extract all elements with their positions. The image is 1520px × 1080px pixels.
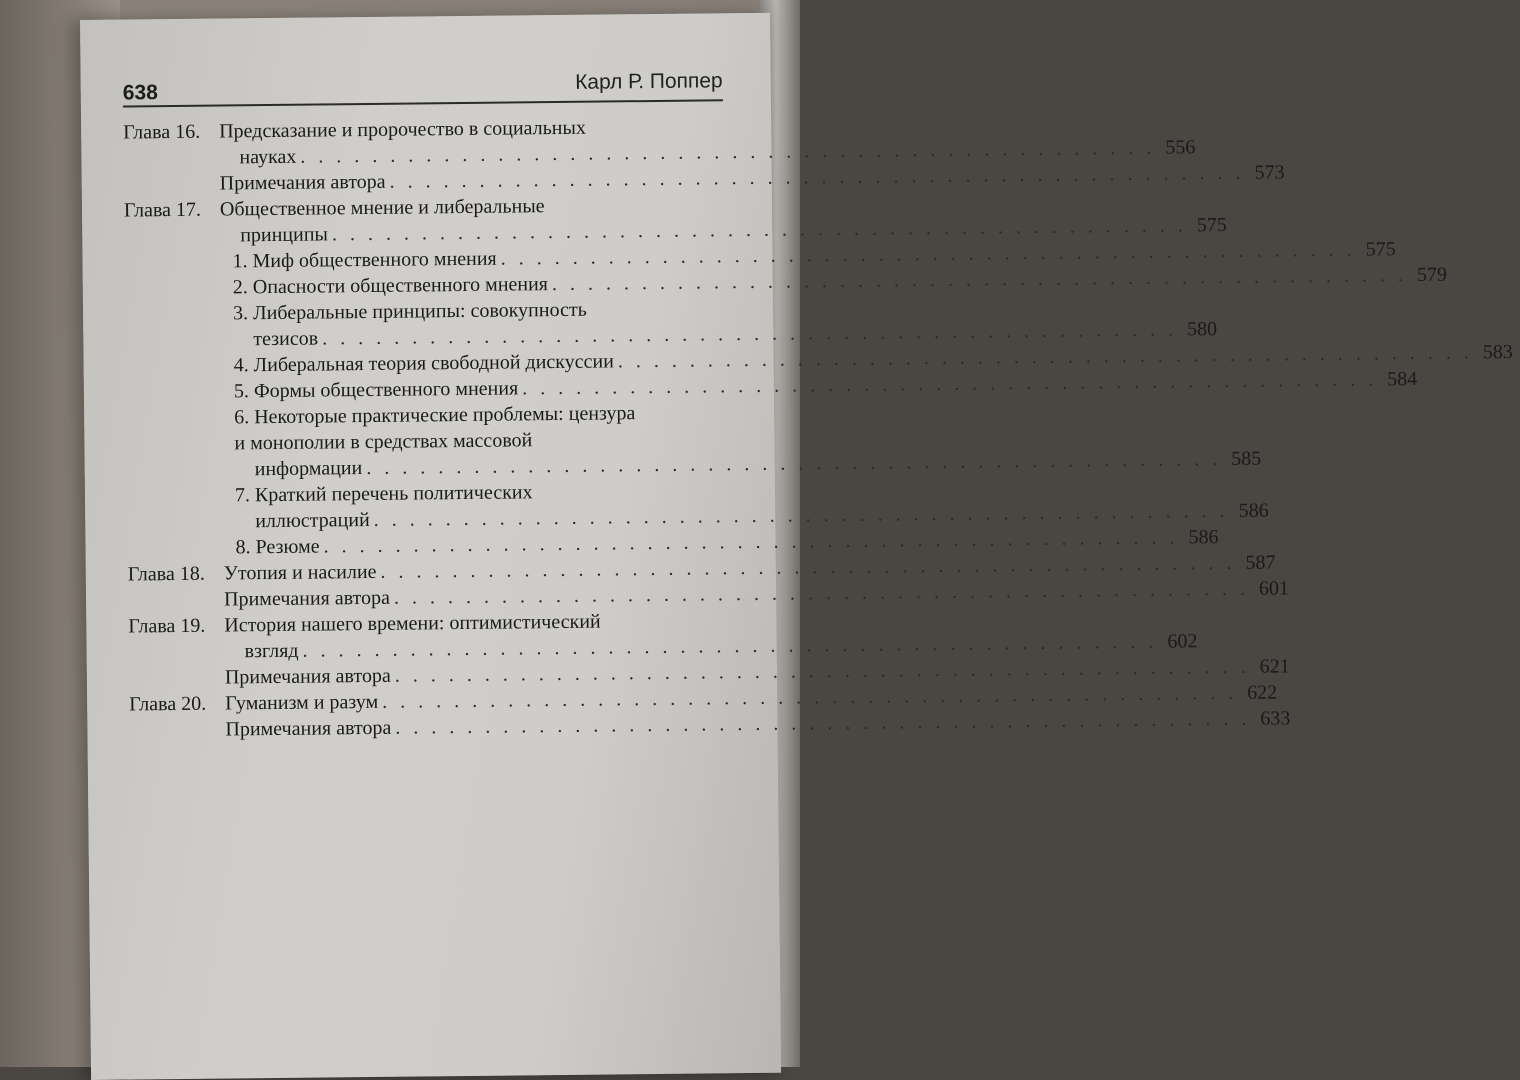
toc-entry-title: Утопия и насилие bbox=[223, 560, 377, 585]
toc-dot-leader: . . . . . . . . . . . . . . . . . . . . . . . . . . . . . . . . . . . . . . . . . . . . . . . . bbox=[323, 526, 1179, 558]
toc-dot-leader: . . . . . . . . . . . . . . . . . . . . . . . . . . . . . . . . . . . . . . . . . . . . . . . . bbox=[331, 214, 1187, 246]
toc-chapter-label: Глава 20. bbox=[129, 692, 207, 716]
toc-dot-leader: . . . . . . . . . . . . . . . . . . . . . . . . . . . . . . . . . . . . . . . . . . . . . . . . bbox=[617, 341, 1473, 373]
page-header bbox=[122, 55, 722, 107]
toc-entry-title: Примечания автора bbox=[219, 170, 386, 195]
toc-heading-text: Общественное мнение и либеральные bbox=[219, 195, 545, 221]
toc-entry-title: Примечания автора bbox=[224, 664, 391, 689]
toc-dot-leader: . . . . . . . . . . . . . . . . . . . . . . . . . . . . . . . . . . . . . . . . . . . . . . . . bbox=[302, 630, 1158, 662]
toc-page-number: 575 bbox=[1196, 214, 1227, 237]
toc-entry-title: взгляд bbox=[244, 639, 299, 663]
toc-page-number: 556 bbox=[1165, 136, 1196, 159]
toc-entry-title: принципы bbox=[240, 223, 329, 247]
toc-page-number: 621 bbox=[1259, 655, 1290, 678]
toc-page-number: 622 bbox=[1247, 681, 1278, 704]
toc-page-number: 580 bbox=[1186, 318, 1218, 341]
toc-dot-leader: . . . . . . . . . . . . . . . . . . . . . . . . . . . . . . . . . . . . . . . . . . . . . . . . bbox=[300, 136, 1156, 168]
toc-page-number: 586 bbox=[1238, 499, 1269, 522]
toc-chapter-label: Глава 18. bbox=[127, 562, 205, 586]
toc-page-number: 584 bbox=[1387, 368, 1418, 391]
toc-dot-leader: . . . . . . . . . . . . . . . . . . . . . . . . . . . . . . . . . . . . . . . . . . . . . . . . bbox=[500, 238, 1356, 270]
toc-heading-text: и монополии в средствах массовой bbox=[234, 429, 533, 455]
toc-page-number: 587 bbox=[1245, 551, 1276, 574]
book-page bbox=[80, 13, 1513, 1080]
toc-dot-leader: . . . . . . . . . . . . . . . . . . . . . . . . . . . . . . . . . . . . . . . . . . . . . . . . bbox=[366, 448, 1222, 480]
toc-dot-leader: . . . . . . . . . . . . . . . . . . . . . . . . . . . . . . . . . . . . . . . . . . . . . . . . bbox=[394, 655, 1250, 687]
toc-entry-title: Гуманизм и разум bbox=[225, 690, 379, 715]
toc-entry-title: Примечания автора bbox=[223, 586, 391, 611]
toc-page-number: 586 bbox=[1188, 526, 1219, 549]
toc-chapter-label: Глава 16. bbox=[123, 120, 201, 144]
toc-page-number: 575 bbox=[1365, 238, 1396, 261]
toc-heading-text: 3. Либеральные принципы: совокупность bbox=[232, 298, 587, 325]
toc-heading-text: Предсказание и пророчество в социальных bbox=[219, 116, 587, 143]
toc-entry-title: тезисов bbox=[253, 327, 319, 351]
toc-entry-title: Примечания автора bbox=[225, 716, 392, 741]
page-number: 638 bbox=[122, 81, 158, 105]
toc-dot-leader: . . . . . . . . . . . . . . . . . . . . . . . . . . . . . . . . . . . . . . . . . . . . . . . . bbox=[382, 681, 1238, 713]
toc-chapter-label: Глава 17. bbox=[123, 198, 202, 222]
toc-heading-text: История нашего времени: оптимистический bbox=[224, 610, 601, 637]
toc-entry-title: информации bbox=[254, 457, 363, 481]
toc-entry-title: 8. Резюме bbox=[235, 535, 320, 559]
toc-entry bbox=[129, 707, 1291, 743]
toc-dot-leader: . . . . . . . . . . . . . . . . . . . . . . . . . . . . . . . . . . . . . . . . . . . . . . . . bbox=[395, 707, 1251, 739]
toc-dot-leader: . . . . . . . . . . . . . . . . . . . . . . . . . . . . . . . . . . . . . . . . . . . . . . . . bbox=[389, 161, 1245, 193]
toc-entry-title: иллюстраций bbox=[255, 508, 370, 533]
toc-dot-leader: . . . . . . . . . . . . . . . . . . . . . . . . . . . . . . . . . . . . . . . . . . . . . . . . bbox=[380, 551, 1236, 583]
toc-page-number: 583 bbox=[1482, 341, 1513, 364]
toc-heading-text: 7. Краткий перечень политических bbox=[234, 481, 533, 507]
toc-entry-title: 2. Опасности общественного мнения bbox=[232, 273, 549, 299]
toc-dot-leader: . . . . . . . . . . . . . . . . . . . . . . . . . . . . . . . . . . . . . . . . . . . . . . . . bbox=[373, 499, 1229, 531]
toc-entry-title: 5. Формы общественного мнения bbox=[233, 377, 519, 403]
toc-entry-title: науках bbox=[239, 145, 297, 169]
toc-entry-title: 1. Миф общественного мнения bbox=[232, 247, 497, 273]
table-of-contents bbox=[123, 113, 1513, 743]
toc-page-number: 633 bbox=[1260, 707, 1291, 730]
toc-page-number: 585 bbox=[1231, 447, 1262, 470]
toc-dot-leader: . . . . . . . . . . . . . . . . . . . . . . . . . . . . . . . . . . . . . . . . . . . . . . . . bbox=[522, 368, 1378, 400]
toc-page-number: 573 bbox=[1254, 161, 1285, 184]
toc-entry-title: 4. Либеральная теория свободной дискуссии bbox=[233, 350, 614, 377]
toc-page-number: 601 bbox=[1258, 577, 1290, 600]
toc-dot-leader: . . . . . . . . . . . . . . . . . . . . . . . . . . . . . . . . . . . . . . . . . . . . . . . . bbox=[322, 318, 1178, 350]
toc-dot-leader: . . . . . . . . . . . . . . . . . . . . . . . . . . . . . . . . . . . . . . . . . . . . . . . . bbox=[393, 577, 1250, 609]
running-head: Карл Р. Поппер bbox=[575, 69, 723, 94]
toc-page-number: 602 bbox=[1167, 630, 1198, 653]
toc-dot-leader: . . . . . . . . . . . . . . . . . . . . . . . . . . . . . . . . . . . . . . . . . . . . . . . . bbox=[551, 264, 1408, 296]
toc-page-number: 579 bbox=[1416, 263, 1448, 287]
toc-chapter-label: Глава 19. bbox=[128, 614, 206, 638]
toc-heading-text: 6. Некоторые практические проблемы: цензура bbox=[234, 402, 636, 429]
